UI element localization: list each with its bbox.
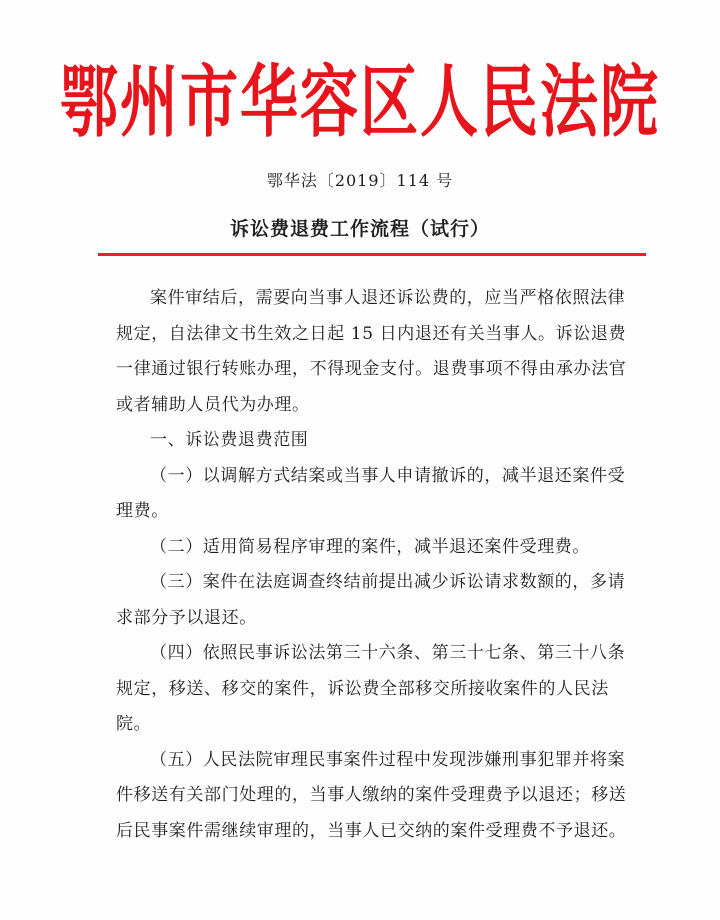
document-number: 鄂华法〔2019〕114 号: [266, 171, 454, 190]
document-title: 诉讼费退费工作流程（试行）: [229, 218, 490, 240]
list-item: （五）人民法院审理民事案件过程中发现涉嫌刑事犯罪并将案件移送有关部门处理的，当事人缴纳的案件受理费予以退还；移送后民事案件需继续审理的，当事人已交纳的案件受理费不予退还。: [116, 749, 627, 841]
list-item: （二）适用简易程序审理的案件，减半退还案件受理费。: [150, 536, 590, 557]
list-item: （三）案件在法庭调查终结前提出减少诉讼请求数额的，多请求部分予以退还。: [116, 572, 626, 628]
section-heading: 一、诉讼费退费范围: [150, 430, 309, 450]
document-body: [116, 281, 636, 849]
list-item: （一）以调解方式结案或当事人申请撤诉的，减半退还案件受理费。: [116, 465, 626, 521]
court-name-header: 鄂州市华容区人民法院: [59, 56, 660, 148]
red-divider-line: [98, 253, 646, 256]
intro-paragraph: 案件审结后，需要向当事人退还诉讼费的，应当严格依照法律规定，自法律文书生效之日起 15 日内退还有关当事人。诉讼退费一律通过银行转账办理，不得现金支付。退费事项不得由承办法官或者辅助人员代为办理。: [116, 288, 627, 415]
list-item: （四）依照民事诉讼法第三十六条、第三十七条、第三十八条规定，移送、移交的案件，诉讼费全部移交所接收案件的人民法院。: [116, 643, 626, 734]
